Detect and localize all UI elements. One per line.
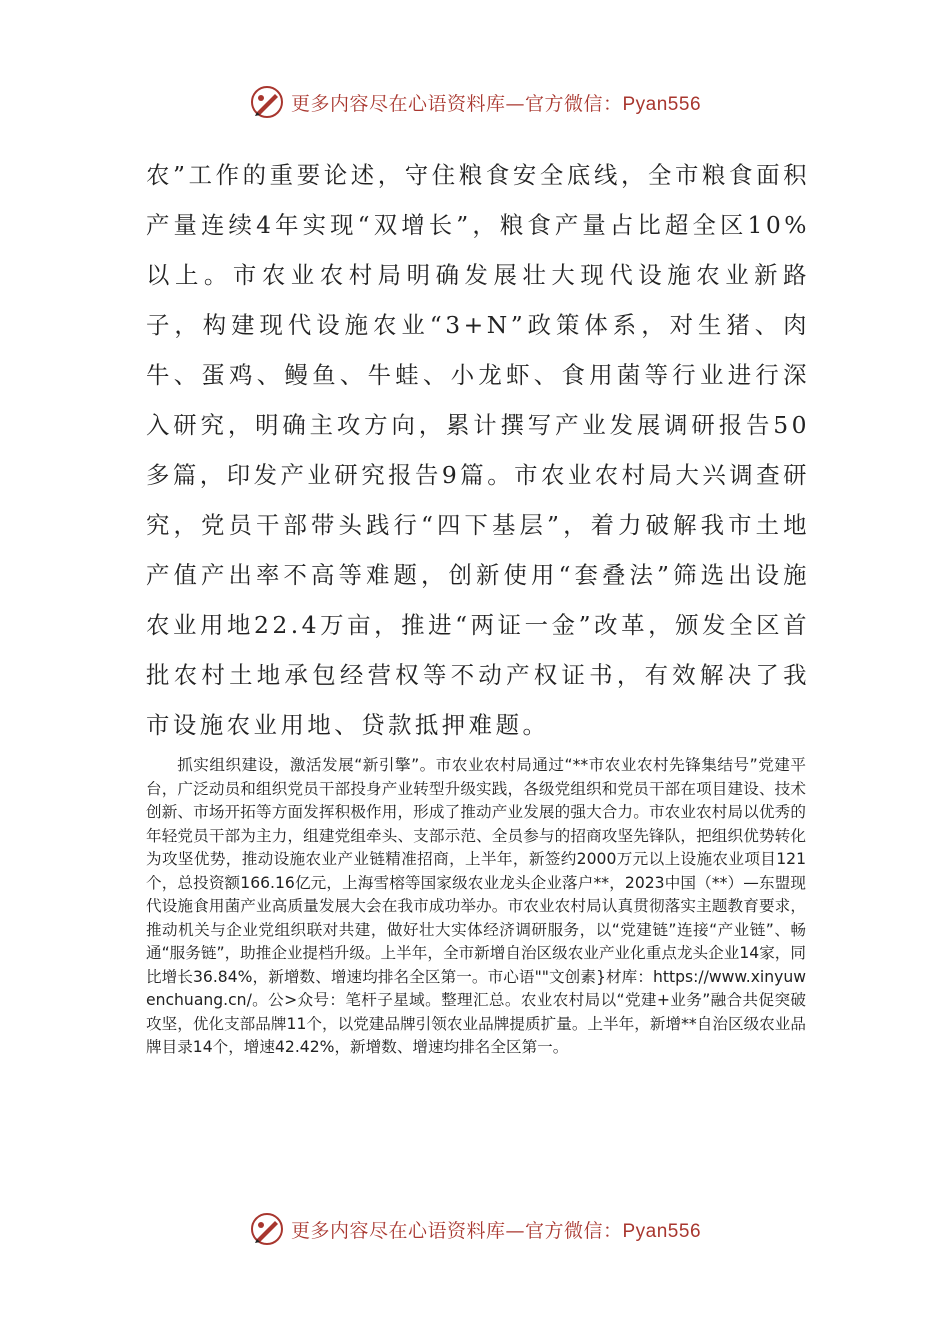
- body-paragraph-2: 抓实组织建设，激活发展“新引擎”。市农业农村局通过“**市农业农村先锋集结号”党建平台，广泛动员和组织党员干部投身产业转型升级实践，各级党组织和党员干部在项目建设、技术创新、市场开拓等方面发挥积极作用，形成了推动产业发展的强大合力。市农业农村局以优秀的年轻党员干部为主力，组建党组牵头、支部示范、全员参与的招商攻坚先锋队，把组织优势转化为攻坚优势，推动设施农业产业链精准招商，上半年，新签约2000万元以上设施农业项目121个，总投资额166.16亿元，上海雪榕等国家级农业龙头企业落户**，2023中国（**）—东盟现代设施食用菌产业高质量发展大会在我市成功举办。市农业农村局认真贯彻落实主题教育要求，推动机关与企业党组织联对共建，做好壮大实体经济调研服务，以“党建链”连接“产业链”、畅通“服务链”，助推企业提档升级。上半年，全市新增自治区级农业产业化重点龙头企业14家，同比增长36.84%，新增数、增速均排名全区第一。市心语""文创素}材库：https://www.xinyuwenchuang.cn/。公>众号：笔杆子星域。整理汇总。农业农村局以“党建+业务”融合共促突破攻坚，优化支部品牌11个，以党建品牌引领农业品牌提质扩量。上半年，新增**自治区级农业品牌目录14个，增速42.42%，新增数、增速均排名全区第一。: [146, 756, 806, 1056]
- footer-banner: [0, 1209, 950, 1249]
- pen-logo-icon: [249, 84, 285, 120]
- pen-logo-icon: [249, 1211, 285, 1247]
- header-banner-text: 更多内容尽在心语资料库—官方微信：Pyan556: [290, 92, 702, 115]
- footer-banner-text: 更多内容尽在心语资料库—官方微信：Pyan556: [290, 1219, 702, 1242]
- footer-wechat-id: Pyan556: [622, 1220, 702, 1242]
- header-wechat-id: Pyan556: [622, 93, 702, 115]
- header-banner: [0, 82, 950, 122]
- body-paragraph-1: 农”工作的重要论述，守住粮食安全底线，全市粮食面积产量连续4年实现“双增长”，粮食产量占比超全区10%以上。市农业农村局明确发展壮大现代设施农业新路子，构建现代设施农业“3+N”政策体系，对生猪、肉牛、蛋鸡、鳗鱼、牛蛙、小龙虾、食用菌等行业进行深入研究，明确主攻方向，累计撰写产业发展调研报告50多篇，印发产业研究报告9篇。市农业农村局大兴调查研究，党员干部带头践行“四下基层”，着力破解我市土地产值产出率不高等难题，创新使用“套叠法”筛选出设施农业用地22.4万亩，推进“两证一金”改革，颁发全区首批农村土地承包经营权等不动产权证书，有效解决了我市设施农业用地、贷款抵押难题。: [146, 161, 810, 739]
